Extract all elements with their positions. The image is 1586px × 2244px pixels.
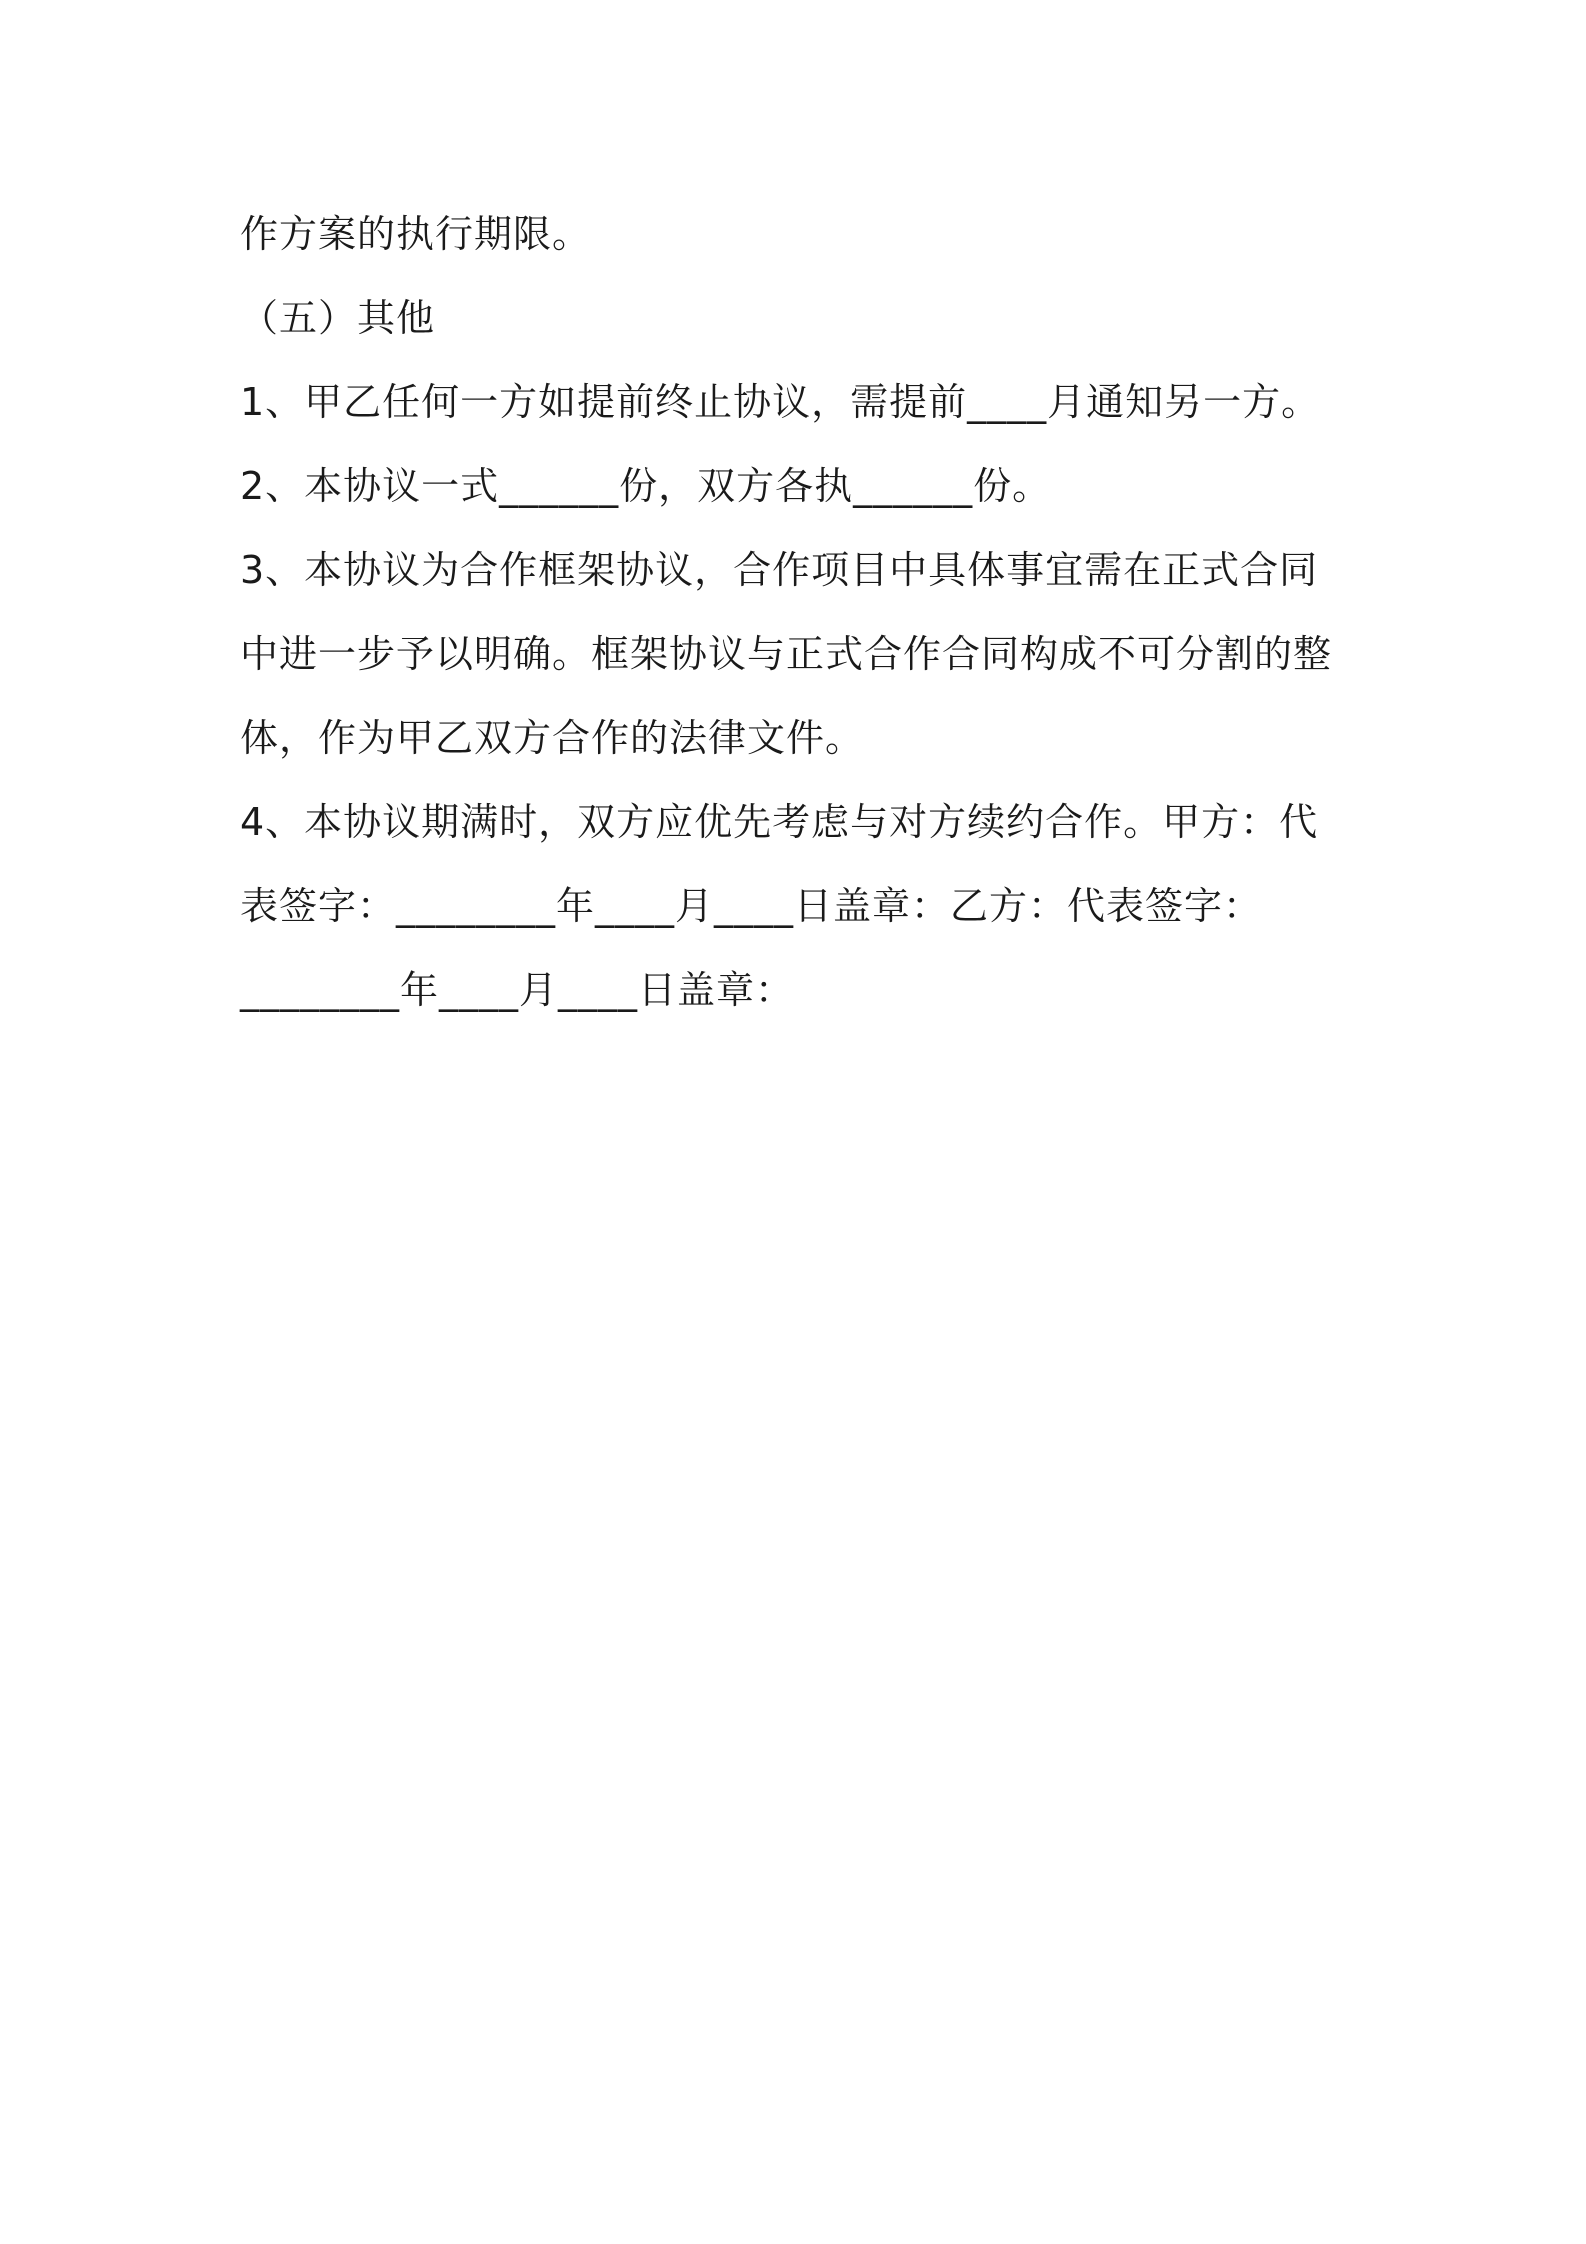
text-line: 作方案的执行期限。: [240, 212, 592, 256]
signature-line-2: ________年____月____日盖章：: [240, 968, 795, 1012]
clause-1: 1、甲乙任何一方如提前终止协议，需提前____月通知另一方。: [240, 380, 1321, 424]
clause-3-line-1: 3、本协议为合作框架协议，合作项目中具体事宜需在正式合同: [240, 548, 1319, 592]
clause-2: 2、本协议一式______份，双方各执______份。: [240, 464, 1052, 508]
document-body: [240, 192, 1360, 1032]
clause-4-line-1: 4、本协议期满时，双方应优先考虑与对方续约合作。甲方：代: [240, 800, 1319, 844]
clause-3-line-3: 体，作为甲乙双方合作的法律文件。: [240, 716, 865, 760]
section-heading: （五）其他: [240, 296, 436, 340]
clause-3-line-2: 中进一步予以明确。框架协议与正式合作合同构成不可分割的整: [240, 632, 1333, 676]
signature-line-1: 表签字：________年____月____日盖章：乙方：代表签字：: [240, 884, 1263, 928]
